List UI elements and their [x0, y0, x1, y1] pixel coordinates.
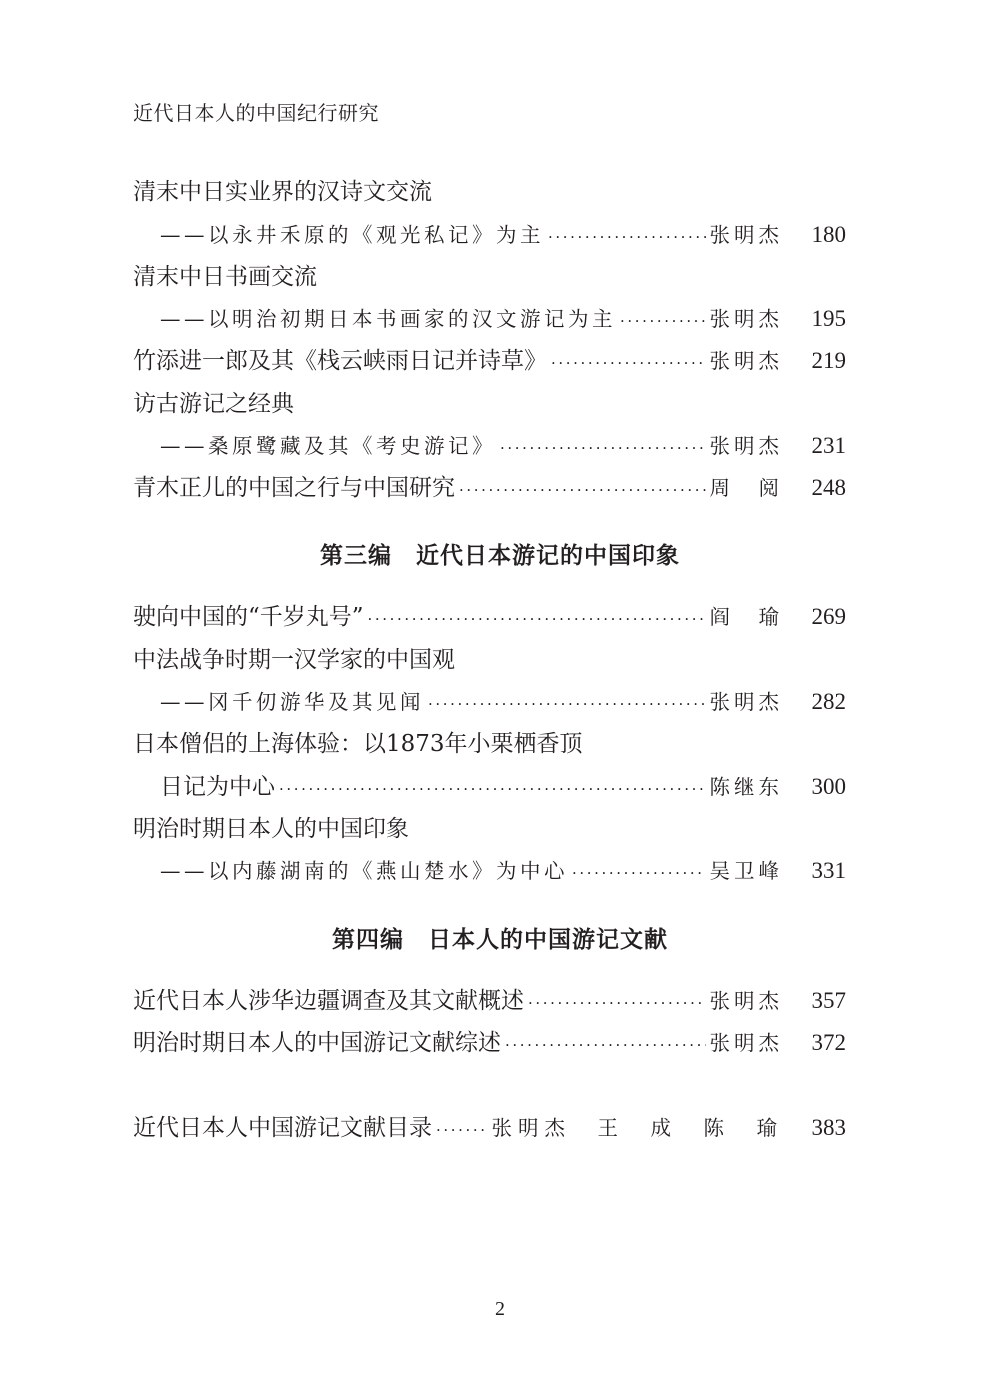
- toc-entry-author: 张明杰: [709, 223, 783, 247]
- toc-entry-author: 周 阅: [709, 476, 783, 500]
- toc-entry-title: 清末中日书画交流: [133, 264, 317, 290]
- toc-entry-subtitle: ——以内藤湖南的《燕山楚水》为中心: [160, 859, 568, 883]
- toc-entry-title: 驶向中国的“千岁丸号”: [133, 604, 364, 630]
- toc-entry-page: 248: [811, 475, 846, 500]
- leader-dots: [436, 1110, 488, 1146]
- toc-entry-title: 明治时期日本人的中国游记文献综述: [133, 1030, 501, 1056]
- toc-entry-page: 372: [811, 1030, 846, 1055]
- toc-entry-page: 383: [811, 1115, 846, 1140]
- toc-entry[interactable]: [133, 259, 846, 295]
- toc-entry[interactable]: [160, 684, 846, 720]
- toc-entry-page: 195: [811, 306, 846, 331]
- toc-entry-title: 日本僧侣的上海体验：以1873年小栗栖香顶: [133, 731, 583, 757]
- toc-entry-author: 陈继东: [709, 775, 783, 799]
- running-header: 近代日本人的中国纪行研究: [133, 101, 379, 125]
- toc-entry-title: 清末中日实业界的汉诗文交流: [133, 179, 432, 205]
- toc-entry-page: 331: [811, 858, 846, 883]
- toc-entry-title: 明治时期日本人的中国印象: [133, 816, 409, 842]
- leader-dots: [548, 217, 706, 253]
- toc-entry-page: 300: [811, 774, 846, 799]
- toc-entry-subtitle: ——冈千仞游华及其见闻: [160, 690, 424, 714]
- toc-entry-author: 张明杰: [709, 690, 783, 714]
- toc-entry-page: 180: [811, 222, 846, 247]
- toc-entry[interactable]: [160, 853, 846, 889]
- toc-entry-author: 张明杰: [709, 434, 783, 458]
- toc-entry-page: 282: [811, 689, 846, 714]
- toc-entry-page: 269: [811, 604, 846, 629]
- toc-entry-subtitle: ——以明治初期日本书画家的汉文游记为主: [160, 307, 616, 331]
- section-heading: 第四编 日本人的中国游记文献: [332, 927, 668, 953]
- leader-dots: [428, 684, 706, 720]
- toc-entry-subtitle: ——桑原鹭藏及其《考史游记》: [160, 434, 496, 458]
- toc-entry[interactable]: [133, 1025, 846, 1061]
- toc-entry[interactable]: [133, 470, 846, 506]
- toc-entry-subtitle: ——以永井禾原的《观光私记》为主: [160, 223, 544, 247]
- toc-entry-author: 张明杰: [709, 989, 783, 1013]
- toc-entry[interactable]: [160, 769, 846, 805]
- toc-entry[interactable]: [160, 301, 846, 337]
- toc-entry[interactable]: [133, 983, 846, 1019]
- toc-entry-page: 357: [811, 988, 846, 1013]
- leader-dots: [572, 853, 706, 889]
- toc-entry-title: 竹添进一郎及其《栈云峡雨日记并诗草》: [133, 348, 547, 374]
- leader-dots: [368, 599, 706, 635]
- leader-dots: [459, 470, 706, 506]
- leader-dots: [500, 428, 706, 464]
- toc-entry-author: 张明杰: [709, 307, 783, 331]
- toc-entry-title: 访古游记之经典: [133, 391, 294, 417]
- leader-dots: [551, 343, 706, 379]
- toc-entry-title: 中法战争时期一汉学家的中国观: [133, 647, 455, 673]
- toc-entry-title: 青木正儿的中国之行与中国研究: [133, 475, 455, 501]
- toc-entry-author: 张明杰: [709, 1031, 783, 1055]
- toc-entry[interactable]: [160, 428, 846, 464]
- toc-entry-author: 吴卫峰: [709, 859, 783, 883]
- toc-entry-author: 张明杰: [709, 349, 783, 373]
- toc-entry[interactable]: [133, 343, 846, 379]
- toc-entry-page: 231: [811, 433, 846, 458]
- toc-entry[interactable]: [133, 386, 846, 422]
- toc-entry-page: 219: [811, 348, 846, 373]
- section-heading: 第三编 近代日本游记的中国印象: [320, 543, 680, 569]
- toc-entry[interactable]: [133, 811, 846, 847]
- toc-entry-title: 近代日本人中国游记文献目录: [133, 1115, 432, 1141]
- leader-dots: [528, 983, 706, 1019]
- toc-entry-author: 张明杰 王 成 陈 瑜: [491, 1116, 783, 1140]
- toc-entry-title-continued: 日记为中心: [160, 774, 275, 800]
- page-number: 2: [495, 1298, 505, 1320]
- toc-entry[interactable]: [133, 599, 846, 635]
- toc-entry[interactable]: [133, 642, 846, 678]
- leader-dots: [505, 1025, 706, 1061]
- toc-entry[interactable]: [133, 1110, 846, 1146]
- leader-dots: [620, 301, 706, 337]
- toc-entry-author: 阎 瑜: [709, 605, 783, 629]
- toc-entry[interactable]: [160, 217, 846, 253]
- toc-entry[interactable]: [133, 726, 846, 762]
- toc-entry-title: 近代日本人涉华边疆调查及其文献概述: [133, 988, 524, 1014]
- leader-dots: [279, 769, 706, 805]
- toc-entry[interactable]: [133, 174, 846, 210]
